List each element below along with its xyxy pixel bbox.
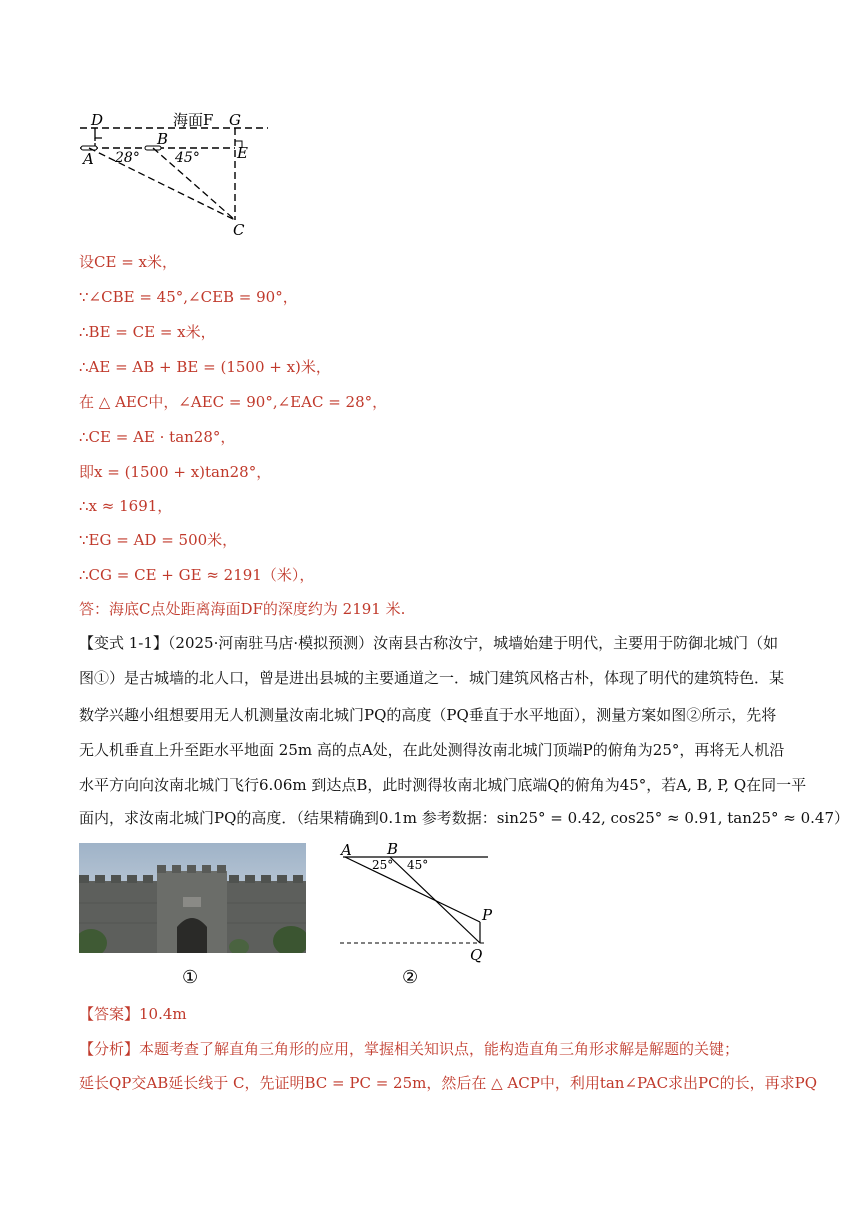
label-c: C xyxy=(233,221,245,238)
problem-line: 水平方向向汝南北城门飞行6.06m 到达点B，此时测得妆南北城门底端Q的俯角为45°，若A, B, P, Q在同一平 xyxy=(79,776,807,794)
solution-line: ∴CE = AE · tan28°， xyxy=(79,428,236,446)
label-b: B xyxy=(387,840,399,858)
solution-line: ∴AE = AB + BE = (1500 + x)米， xyxy=(79,358,331,376)
figure-2-diagram xyxy=(335,838,495,968)
figure-caption-2: ② xyxy=(402,967,419,988)
figure-1-diagram xyxy=(75,108,275,238)
solution-line: ∴BE = CE = x米， xyxy=(79,323,216,341)
line-ac xyxy=(89,148,235,220)
label-a: A xyxy=(83,150,94,168)
label-a: A xyxy=(341,841,352,859)
label-angle-45: 45° xyxy=(407,858,429,872)
analysis-text-1: 本题考查了解直角三角形的应用，掌握相关知识点，能构造直角三角形求解是解题的关键； xyxy=(139,1040,740,1058)
figure-caption-1: ① xyxy=(182,967,199,988)
solution-line: ∵EG = AD = 500米， xyxy=(79,531,238,549)
problem-line: 【变式 1-1】（2025·河南驻马店·模拟预测）汝南县古称汝宁，城墙始建于明代，主要用于防御北城门（如 xyxy=(79,634,779,652)
label-b: B xyxy=(157,130,169,148)
label-angle-28: 28° xyxy=(115,150,140,166)
label-g: G xyxy=(229,111,241,129)
city-gate-photo xyxy=(79,843,306,953)
problem-line: 无人机垂直上升至距水平地面 25m 高的点A处，在此处测得汝南北城门顶端P的俯角为25°，再将无人机沿 xyxy=(79,741,785,759)
solution-line: 即x = (1500 + x)tan28°， xyxy=(79,463,272,481)
solution-line: ∴x ≈ 1691， xyxy=(79,497,173,515)
answer-tag: 【答案】 xyxy=(79,1005,140,1023)
analysis-line-2: 延长QP交AB延长线于 C，先证明BC = PC = 25m，然后在 △ ACP中，利用tan∠PAC求出PC的长，再求PQ xyxy=(79,1074,818,1092)
solution-line: 在 △ AEC中，∠AEC = 90°,∠EAC = 28°， xyxy=(79,393,388,411)
answer-value: 10.4m xyxy=(139,1005,187,1023)
problem-line: 图①）是古城墙的北人口，曾是进出县城的主要通道之一．城门建筑风格古朴，体现了明代的建筑特色．某 xyxy=(79,669,785,687)
label-sea-f: 海面F xyxy=(173,111,214,129)
label-q: Q xyxy=(470,946,483,964)
problem-line: 面内，求汝南北城门PQ的高度．（结果精确到0.1m 参考数据：sin25° = 0.42, cos25° ≈ 0.91, tan25° ≈ 0.47） xyxy=(79,809,849,827)
solution-line: 设CE = x米， xyxy=(79,253,177,271)
label-d: D xyxy=(91,111,104,129)
answer-line xyxy=(79,1004,187,1024)
label-angle-45: 45° xyxy=(175,150,200,166)
analysis-line-1 xyxy=(79,1039,739,1059)
solution-answer-line: 答：海底C点处距离海面DF的深度约为 2191 米. xyxy=(79,600,406,618)
solution-line: ∴CG = CE + GE ≈ 2191（米）， xyxy=(79,566,315,584)
label-e: E xyxy=(237,144,248,162)
depth-marker-d xyxy=(95,128,102,138)
line-bq xyxy=(390,857,480,943)
label-p: P xyxy=(482,906,493,924)
problem-line: 数学兴趣小组想要用无人机测量汝南北城门PQ的高度（PQ垂直于水平地面），测量方案如图②所示，先将 xyxy=(79,706,777,724)
label-angle-25: 25° xyxy=(372,858,394,872)
solution-line: ∵∠CBE = 45°,∠CEB = 90°， xyxy=(79,288,298,306)
analysis-tag: 【分析】 xyxy=(79,1040,140,1058)
